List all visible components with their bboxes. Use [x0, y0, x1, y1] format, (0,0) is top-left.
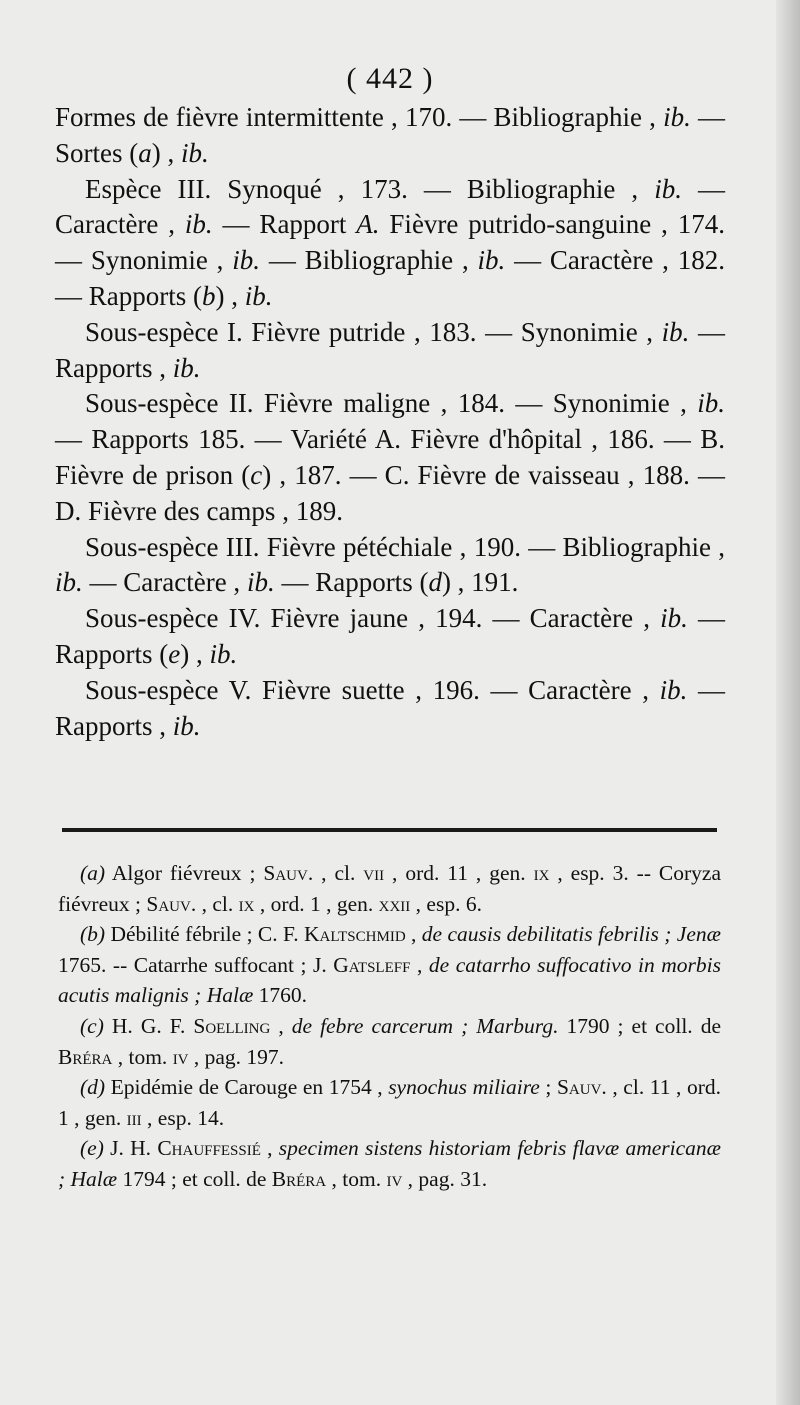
footnote-divider — [62, 828, 717, 832]
footnote-ref-b: b — [201, 280, 216, 311]
entry-sous-espece-i: Sous-espèce I. Fièvre putride , 183. — Synonimie , ib. — Rapports , ib. — [55, 316, 725, 383]
footnote-d: (d) Epidémie de Carouge en 1754 , synochus miliaire ; Sauv. , cl. 11 , ord. 1 , gen. iii , esp. 14. — [58, 1075, 721, 1130]
entry-formes-fievre: Formes de fièvre intermittente , 170. — Bibliographie , ib. — Sortes (a) , ib. — [55, 102, 725, 168]
footnote-ref-c: c — [250, 459, 263, 490]
footnote-ref-e: e — [168, 638, 181, 669]
entry-espece-iii: Espèce III. Synoqué , 173. — Bibliographie , ib. — Caractère , ib. — Rapport A. Fièvre putrido-sanguine , 174. — Synonimie , ib. — Bibliographie , ib. — Caractère , 182. — Rapports (b) , ib. — [55, 173, 726, 311]
footnotes — [58, 858, 721, 1195]
main-text — [55, 100, 725, 744]
page-number: ( 442 ) — [346, 62, 434, 95]
page-edge-shadow — [776, 0, 800, 1405]
entry-sous-espece-ii: Sous-espèce II. Fièvre maligne , 184. — Synonimie , ib. — Rapports 185. — Variété A. Fièvre d'hôpital , 186. — B. Fièvre de prison (c) , 187. — C. Fièvre de vaisseau , 188. — D. Fièvre des camps , 189. — [55, 388, 726, 526]
footnote-ref-a: a — [138, 137, 152, 168]
footnote-a: (a) Algor fiévreux ; Sauv. , cl. vii , ord. 11 , gen. ix , esp. 3. -- Coryza fiévreux ; Sauv. , cl. ix , ord. 1 , gen. xxii , esp. 6. — [58, 861, 722, 916]
entry-sous-espece-iv: Sous-espèce IV. Fièvre jaune , 194. — Caractère , ib. — Rapports (e) , ib. — [55, 603, 725, 669]
footnote-ref-d: d — [428, 567, 442, 598]
footnote-e: (e) J. H. Chauffessié , specimen sistens historiam febris flavæ americanæ ; Halæ 1794 ; et coll. de Bréra , tom. iv , pag. 31. — [58, 1136, 721, 1191]
footnote-b: (b) Débilité fébrile ; C. F. Kaltschmid , de causis debilitatis febrilis ; Jenæ 1765. -- Catarrhe suffocant ; J. Gatsleff , de catarrho suffocativo in morbis acutis malignis ; Halæ 1760. — [58, 922, 721, 1008]
footnote-c: (c) H. G. F. Soelling , de febre carcerum ; Marburg. 1790 ; et coll. de Bréra , tom. iv , pag. 197. — [58, 1013, 721, 1069]
entry-sous-espece-v: Sous-espèce V. Fièvre suette , 196. — Caractère , ib. — Rapports , ib. — [55, 674, 725, 741]
entry-sous-espece-iii: Sous-espèce III. Fièvre pétéchiale , 190. — Bibliographie , ib. — Caractère , ib. — Rapports (d) , 191. — [55, 531, 725, 598]
